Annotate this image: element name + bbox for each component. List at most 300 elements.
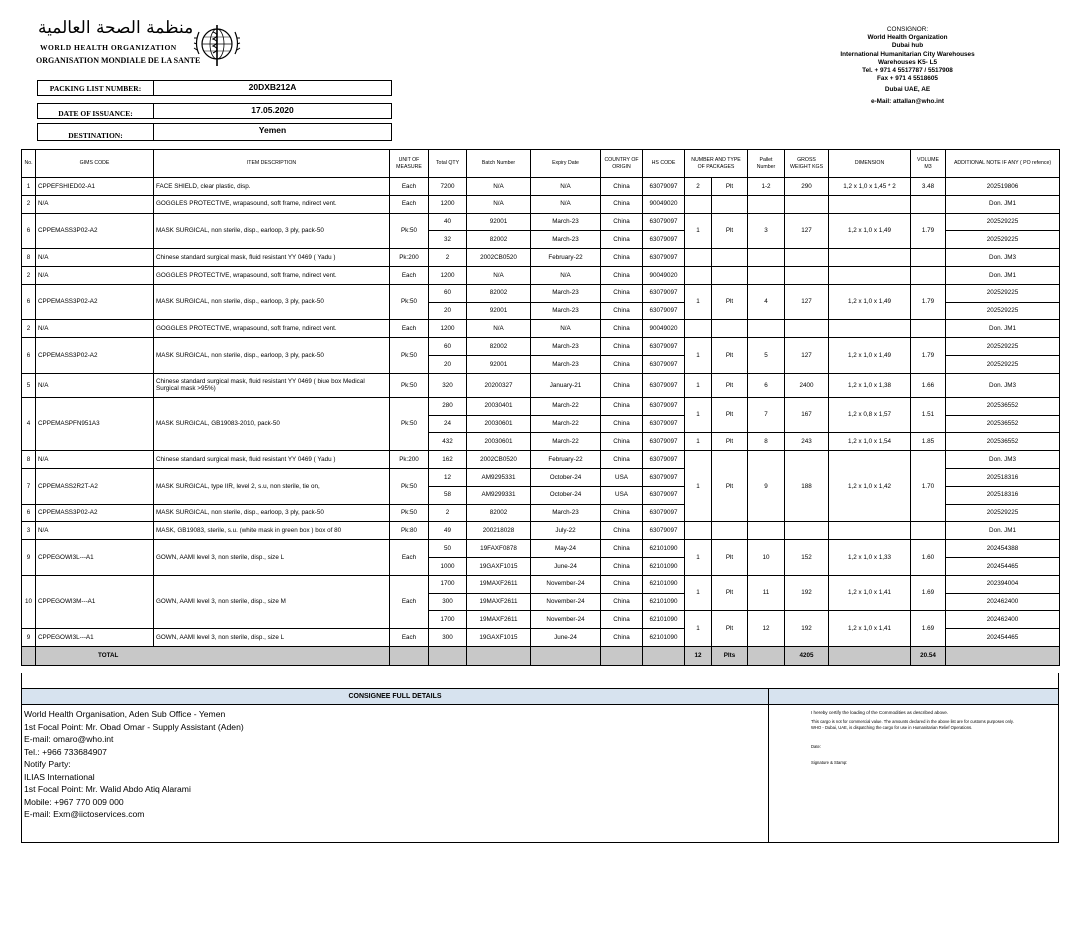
cell-hs: 90049020	[643, 320, 685, 338]
cell-empty	[712, 195, 748, 213]
cell-uom: Each	[390, 266, 429, 284]
cell-hs: 63079097	[643, 522, 685, 540]
cell-note: 202519806	[946, 178, 1060, 196]
cell-qty: 49	[429, 522, 467, 540]
cell-origin: China	[601, 540, 643, 558]
cell-note: Don. JM1	[946, 266, 1060, 284]
cell-note: 202529225	[946, 284, 1060, 302]
cell-empty	[829, 266, 911, 284]
cell-vol: 1.85	[911, 433, 946, 451]
cell-qty: 300	[429, 629, 467, 647]
cell-origin: China	[601, 320, 643, 338]
cell-pallet: 6	[748, 373, 785, 397]
cell-weight: 152	[785, 540, 829, 576]
cell-dim: 1,2 x 1,0 x 1,49	[829, 213, 911, 249]
cell-qty: 24	[429, 415, 467, 433]
cell-qty: 60	[429, 284, 467, 302]
cell-origin: China	[601, 522, 643, 540]
cell-desc: Chinese standard surgical mask, fluid resistant YY 0469 ( Yadu )	[154, 249, 390, 267]
cell-pk-type: Plt	[712, 178, 748, 196]
cell-empty	[785, 266, 829, 284]
table-row	[22, 522, 1060, 540]
cell-batch: 2002CB0520	[467, 451, 531, 469]
cell-note: 202462400	[946, 593, 1060, 611]
cell-empty	[685, 266, 712, 284]
cell-desc: GOWN, AAMI level 3, non sterile, disp., size M	[154, 575, 390, 628]
cell-note: 202462400	[946, 611, 1060, 629]
cell-qty: 1700	[429, 575, 467, 593]
consignee-details	[21, 704, 769, 843]
cell-note: 202454465	[946, 557, 1060, 575]
cell-note: 202454388	[946, 540, 1060, 558]
cell-gims: N/A	[36, 522, 154, 540]
cell-weight: 192	[785, 575, 829, 611]
cell-qty: 2	[429, 504, 467, 522]
cell-expiry: October-24	[531, 468, 601, 486]
cell-hs: 63079097	[643, 355, 685, 373]
cell-note: 202536552	[946, 433, 1060, 451]
cell-expiry: March-23	[531, 355, 601, 373]
cell-pk-type: Plt	[712, 575, 748, 611]
cell-batch: 82002	[467, 504, 531, 522]
cell-hs: 90049020	[643, 266, 685, 284]
cell-batch: 19GAXF1015	[467, 557, 531, 575]
consignee-title: CONSIGNEE FULL DETAILS	[21, 688, 769, 705]
cell-hs: 63079097	[643, 451, 685, 469]
cell-qty: 2	[429, 249, 467, 267]
cell-origin: China	[601, 213, 643, 231]
cell-qty: 40	[429, 213, 467, 231]
cell-uom: Pk:50	[390, 468, 429, 504]
cell-desc: MASK SURGICAL, non sterile, disp., earloop, 3 ply, pack-50	[154, 284, 390, 320]
cell-vol: 1.60	[911, 540, 946, 576]
cell-vol: 1.79	[911, 338, 946, 374]
cell-empty	[531, 646, 601, 665]
cell-pk-type: Plt	[712, 213, 748, 249]
cell-pallet: 3	[748, 213, 785, 249]
cell-gims: N/A	[36, 451, 154, 469]
consignor-line: Tel. + 971 4 5517787 / 5517908	[862, 67, 953, 75]
cell-origin: China	[601, 451, 643, 469]
cell-pk-num: 2	[685, 178, 712, 196]
cell-qty: 1200	[429, 266, 467, 284]
cell-dim: 1,2 x 1,0 x 1,38	[829, 373, 911, 397]
table-row	[22, 338, 1060, 356]
cell-gims: CPPEMASS3P02-A2	[36, 213, 154, 249]
cell-empty	[946, 646, 1060, 665]
cell-weight: 127	[785, 213, 829, 249]
cell-origin: China	[601, 575, 643, 593]
cell-dim: 1,2 x 1,0 x 1,49	[829, 338, 911, 374]
col-header: Expiry Date	[531, 150, 601, 178]
cell-vol: 3.48	[911, 178, 946, 196]
col-header: HS CODE	[643, 150, 685, 178]
table-row	[22, 195, 1060, 213]
consignor-email: e-Mail: attallan@who.int	[871, 97, 944, 105]
cell-pallet: 11	[748, 575, 785, 611]
cell-origin: China	[601, 629, 643, 647]
cell-empty	[748, 249, 785, 267]
cell-gims: N/A	[36, 249, 154, 267]
cell-pallet: 1-2	[748, 178, 785, 196]
consignor-line: Warehouses K5- L5	[877, 58, 938, 66]
cell-origin: USA	[601, 486, 643, 504]
cell-no: 3	[22, 522, 36, 540]
cell-origin: China	[601, 355, 643, 373]
cell-empty	[685, 249, 712, 267]
cell-pk-num: 1	[685, 433, 712, 451]
cell-no: 9	[22, 540, 36, 576]
cell-expiry: March-23	[531, 302, 601, 320]
cell-empty	[785, 249, 829, 267]
cell-no: 5	[22, 373, 36, 397]
cell-pk-type: Plt	[712, 397, 748, 433]
cell-vol: 1.69	[911, 575, 946, 611]
table-row	[22, 178, 1060, 196]
cell-vol: 1.79	[911, 213, 946, 249]
cell-no: 2	[22, 195, 36, 213]
cell-gims: CPPEMASS2R2T-A2	[36, 468, 154, 504]
cell-empty	[785, 522, 829, 540]
col-header: Total QTY	[429, 150, 467, 178]
cell-qty: 58	[429, 486, 467, 504]
cell-desc: GOGGLES PROTECTIVE, wrapasound, soft frame, ndirect vent.	[154, 320, 390, 338]
certification-disclaimer: This cargo is not for commercial value. The amounts declared in the above list are for customs purposes only. WHO - Dubai, UAE, is dispatching the cargo for use in Humanitarian Relief Operations.	[811, 719, 1014, 730]
cell-note: 202536552	[946, 415, 1060, 433]
table-row	[22, 575, 1060, 593]
cell-no: 1	[22, 178, 36, 196]
cell-expiry: November-24	[531, 575, 601, 593]
cell-batch: 20030601	[467, 415, 531, 433]
cell-empty	[712, 266, 748, 284]
cell-uom: Pk:50	[390, 213, 429, 249]
table-row	[22, 266, 1060, 284]
cell-weight: 192	[785, 611, 829, 647]
cell-hs: 63079097	[643, 231, 685, 249]
cell-dim: 1,2 x 1,0 x 1,33	[829, 540, 911, 576]
cell-vol: 1.70	[911, 451, 946, 522]
table-row	[22, 320, 1060, 338]
cell-expiry: July-22	[531, 522, 601, 540]
cell-desc: GOWN, AAMI level 3, non sterile, disp., size L	[154, 629, 390, 647]
cell-empty	[829, 249, 911, 267]
cell-no: 6	[22, 504, 36, 522]
col-header: VOLUME M3	[911, 150, 946, 178]
cell-gims: CPPEMASS3P02-A2	[36, 504, 154, 522]
cell-batch: 82002	[467, 231, 531, 249]
cell-gims: CPPEMASS3P02-A2	[36, 284, 154, 320]
cell-empty	[467, 646, 531, 665]
cell-note: 202529225	[946, 355, 1060, 373]
cell-dim: 1,2 x 1,0 x 1,41	[829, 575, 911, 611]
cell-note: 202536552	[946, 397, 1060, 415]
col-header: ITEM DESCRIPTION	[154, 150, 390, 178]
cell-expiry: N/A	[531, 266, 601, 284]
cell-hs: 63079097	[643, 373, 685, 397]
cell-batch: 2002CB0520	[467, 249, 531, 267]
cell-pk-num: 1	[685, 338, 712, 374]
cell-qty: 1200	[429, 195, 467, 213]
cell-batch: AM9295331	[467, 468, 531, 486]
cell-gims: N/A	[36, 266, 154, 284]
consignor-line: World Health Organization	[867, 34, 948, 42]
cell-empty	[712, 320, 748, 338]
cell-qty: 1200	[429, 320, 467, 338]
table-row	[22, 540, 1060, 558]
cell-pk-num: 1	[685, 397, 712, 433]
cell-hs: 62101090	[643, 540, 685, 558]
consignor-line: Dubai UAE, AE	[884, 86, 931, 94]
cell-no: 10	[22, 575, 36, 628]
cell-weight: 127	[785, 284, 829, 320]
cell-gims: N/A	[36, 195, 154, 213]
cell-uom: Pk:50	[390, 504, 429, 522]
cell-origin: China	[601, 373, 643, 397]
cell-empty	[429, 646, 467, 665]
cell-hs: 63079097	[643, 213, 685, 231]
cell-note: 202529225	[946, 213, 1060, 231]
cell-batch: AM9299331	[467, 486, 531, 504]
cell-empty	[748, 320, 785, 338]
cell-weight: 188	[785, 451, 829, 522]
cell-batch: 20030601	[467, 433, 531, 451]
cell-no: 7	[22, 468, 36, 504]
cell-expiry: N/A	[531, 195, 601, 213]
cell-pk-num: 1	[685, 373, 712, 397]
cell-gims: N/A	[36, 320, 154, 338]
cell-empty	[911, 522, 946, 540]
cell-qty: 432	[429, 433, 467, 451]
cell-note: 202394004	[946, 575, 1060, 593]
cell-batch: 20030401	[467, 397, 531, 415]
cell-empty	[829, 646, 911, 665]
cell-weight: 243	[785, 433, 829, 451]
cell-pk-num: 1	[685, 540, 712, 576]
cell-uom: Pk:50	[390, 397, 429, 450]
cell-hs: 63079097	[643, 486, 685, 504]
cell-pk-num: 1	[685, 611, 712, 647]
cell-batch: N/A	[467, 320, 531, 338]
cell-dim: 1,2 x 0,8 x 1,57	[829, 397, 911, 433]
cell-hs: 63079097	[643, 433, 685, 451]
cell-gims: CPPEMASS3P02-A2	[36, 338, 154, 374]
cell-hs: 90049020	[643, 195, 685, 213]
consignor-line: International Humanitarian City Warehouses	[840, 50, 975, 58]
table-row	[22, 451, 1060, 469]
cell-batch: 92001	[467, 302, 531, 320]
cell-note: Don. JM1	[946, 522, 1060, 540]
col-header: UNIT OF MEASURE	[390, 150, 429, 178]
cell-origin: China	[601, 557, 643, 575]
cell-note: 202518316	[946, 486, 1060, 504]
cell-expiry: June-24	[531, 629, 601, 647]
certification-header	[768, 688, 1059, 705]
certification-signature: Signature & Stamp:	[811, 759, 848, 765]
cell-hs: 63079097	[643, 302, 685, 320]
cell-desc: MASK SURGICAL, non sterile, disp., earloop, 3 ply, pack-50	[154, 504, 390, 522]
cell-empty	[785, 195, 829, 213]
cell-empty	[829, 320, 911, 338]
col-header: COUNTRY OF ORIGIN	[601, 150, 643, 178]
cell-batch: 19GAXF1015	[467, 629, 531, 647]
org-name-french: ORGANISATION MONDIALE DE LA SANTE	[36, 56, 201, 65]
cell-dim: 1,2 x 1,0 x 1,49	[829, 284, 911, 320]
cell-empty	[911, 266, 946, 284]
cell-origin: China	[601, 231, 643, 249]
cell-empty	[911, 320, 946, 338]
cell-pallet: 4	[748, 284, 785, 320]
cell-expiry: March-23	[531, 504, 601, 522]
cell-origin: China	[601, 266, 643, 284]
cell-note: 202529225	[946, 504, 1060, 522]
cell-desc: MASK SURGICAL, non sterile, disp., earloop, 3 ply, pack-50	[154, 213, 390, 249]
cell-qty: 162	[429, 451, 467, 469]
cell-empty	[685, 522, 712, 540]
cell-qty: 1700	[429, 611, 467, 629]
cell-qty: 320	[429, 373, 467, 397]
cell-no: 8	[22, 451, 36, 469]
table-row	[22, 397, 1060, 415]
cell-empty	[911, 195, 946, 213]
cell-empty	[829, 195, 911, 213]
cell-hs: 63079097	[643, 468, 685, 486]
cell-desc: FACE SHIELD, clear plastic, disp.	[154, 178, 390, 196]
cell-expiry: February-22	[531, 451, 601, 469]
cell-dim: 1,2 x 1,0 x 1,45 * 2	[829, 178, 911, 196]
cell-empty	[748, 266, 785, 284]
total-packages: 12	[685, 646, 712, 665]
consignee-line: Notify Party:	[24, 759, 71, 769]
cell-origin: China	[601, 249, 643, 267]
cell-pallet: 12	[748, 611, 785, 647]
cell-hs: 63079097	[643, 284, 685, 302]
cell-pk-num: 1	[685, 451, 712, 522]
cell-uom: Each	[390, 629, 429, 647]
cell-qty: 50	[429, 540, 467, 558]
cell-pk-num: 1	[685, 575, 712, 611]
cell-hs: 63079097	[643, 415, 685, 433]
cell-empty	[643, 646, 685, 665]
cell-empty	[390, 646, 429, 665]
consignee-line: 1st Focal Point: Mr. Obad Omar - Supply Assistant (Aden)	[24, 721, 244, 732]
certification-date: Date:	[811, 744, 822, 750]
cell-note: Don. JM1	[946, 320, 1060, 338]
cell-weight: 290	[785, 178, 829, 196]
certification-block	[768, 704, 1059, 843]
cell-uom: Pk:200	[390, 249, 429, 267]
cell-pk-type: Plt	[712, 373, 748, 397]
cell-uom: Pk:50	[390, 338, 429, 374]
total-label: TOTAL	[36, 646, 390, 665]
cell-origin: China	[601, 611, 643, 629]
col-header: GROSS WEIGHT KGS	[785, 150, 829, 178]
table-row	[22, 373, 1060, 397]
org-name-english: WORLD HEALTH ORGANIZATION	[40, 43, 177, 52]
cell-hs: 63079097	[643, 397, 685, 415]
cell-desc: MASK SURGICAL, non sterile, disp., earloop, 3 ply, pack-50	[154, 338, 390, 374]
cell-desc: MASK SURGICAL, GB19083-2010, pack-50	[154, 397, 390, 450]
consignor-line: Fax + 971 4 5518605	[877, 75, 938, 83]
cell-batch: 200218028	[467, 522, 531, 540]
cell-empty	[748, 522, 785, 540]
cell-hs: 63079097	[643, 249, 685, 267]
cell-batch: N/A	[467, 195, 531, 213]
cell-note: 202518316	[946, 468, 1060, 486]
cell-origin: USA	[601, 468, 643, 486]
cell-hs: 62101090	[643, 593, 685, 611]
cell-expiry: January-21	[531, 373, 601, 397]
total-volume: 20.54	[911, 646, 946, 665]
cell-pallet: 5	[748, 338, 785, 374]
packing-list-table	[21, 149, 1060, 666]
cell-batch: 82002	[467, 284, 531, 302]
cell-batch: 92001	[467, 355, 531, 373]
cell-expiry: March-22	[531, 397, 601, 415]
cell-note: Don. JM3	[946, 249, 1060, 267]
cell-pk-type: Plt	[712, 284, 748, 320]
cell-origin: China	[601, 593, 643, 611]
cell-pk-num: 1	[685, 284, 712, 320]
total-package-type: Plts	[712, 646, 748, 665]
col-header: ADDITIONAL NOTE IF ANY ( PO refence)	[946, 150, 1060, 178]
date-label: DATE OF ISSUANCE:	[37, 103, 154, 119]
cell-batch: 19MAXF2611	[467, 593, 531, 611]
cell-qty: 32	[429, 231, 467, 249]
cell-batch: 20200327	[467, 373, 531, 397]
cell-empty	[748, 646, 785, 665]
cell-hs: 63079097	[643, 338, 685, 356]
consignee-line: World Health Organisation, Aden Sub Office - Yemen	[24, 709, 226, 719]
cell-pallet: 7	[748, 397, 785, 433]
cell-desc: MASK, GB19083, sterile, s.u. (white mask in green box ) box of 80	[154, 522, 390, 540]
cell-pallet: 8	[748, 433, 785, 451]
cell-empty	[712, 522, 748, 540]
cell-empty	[22, 646, 36, 665]
cell-uom: Each	[390, 540, 429, 576]
cell-uom: Pk:50	[390, 284, 429, 320]
destination: Yemen	[153, 123, 392, 141]
cell-empty	[685, 320, 712, 338]
cell-note: Don. JM1	[946, 195, 1060, 213]
date-of-issuance: 17.05.2020	[153, 103, 392, 119]
cell-batch: 19MAXF2611	[467, 575, 531, 593]
cell-hs: 62101090	[643, 575, 685, 593]
cell-origin: China	[601, 284, 643, 302]
cell-batch: 19FAXF0878	[467, 540, 531, 558]
cell-note: Don. JM3	[946, 451, 1060, 469]
cell-qty: 1000	[429, 557, 467, 575]
cell-qty: 280	[429, 397, 467, 415]
cell-pk-type: Plt	[712, 338, 748, 374]
consignor-label: CONSIGNOR:	[886, 26, 929, 33]
cell-expiry: February-22	[531, 249, 601, 267]
consignee-line: ILIAS International	[24, 771, 95, 782]
col-header: NUMBER AND TYPE OF PACKAGES	[685, 150, 748, 178]
cell-pk-type: Plt	[712, 611, 748, 647]
cell-expiry: May-24	[531, 540, 601, 558]
cell-empty	[785, 320, 829, 338]
cell-note: 202529225	[946, 231, 1060, 249]
cell-no: 2	[22, 320, 36, 338]
cell-batch: 82002	[467, 338, 531, 356]
col-header: GIMS CODE	[36, 150, 154, 178]
consignee-line: E-mail: omaro@who.int	[24, 734, 114, 744]
cell-batch: 19MAXF2611	[467, 611, 531, 629]
cell-uom: Each	[390, 195, 429, 213]
cell-pallet: 9	[748, 451, 785, 522]
cell-desc: GOGGLES PROTECTIVE, wrapasound, soft frame, ndirect vent.	[154, 266, 390, 284]
who-emblem-icon	[191, 22, 243, 68]
